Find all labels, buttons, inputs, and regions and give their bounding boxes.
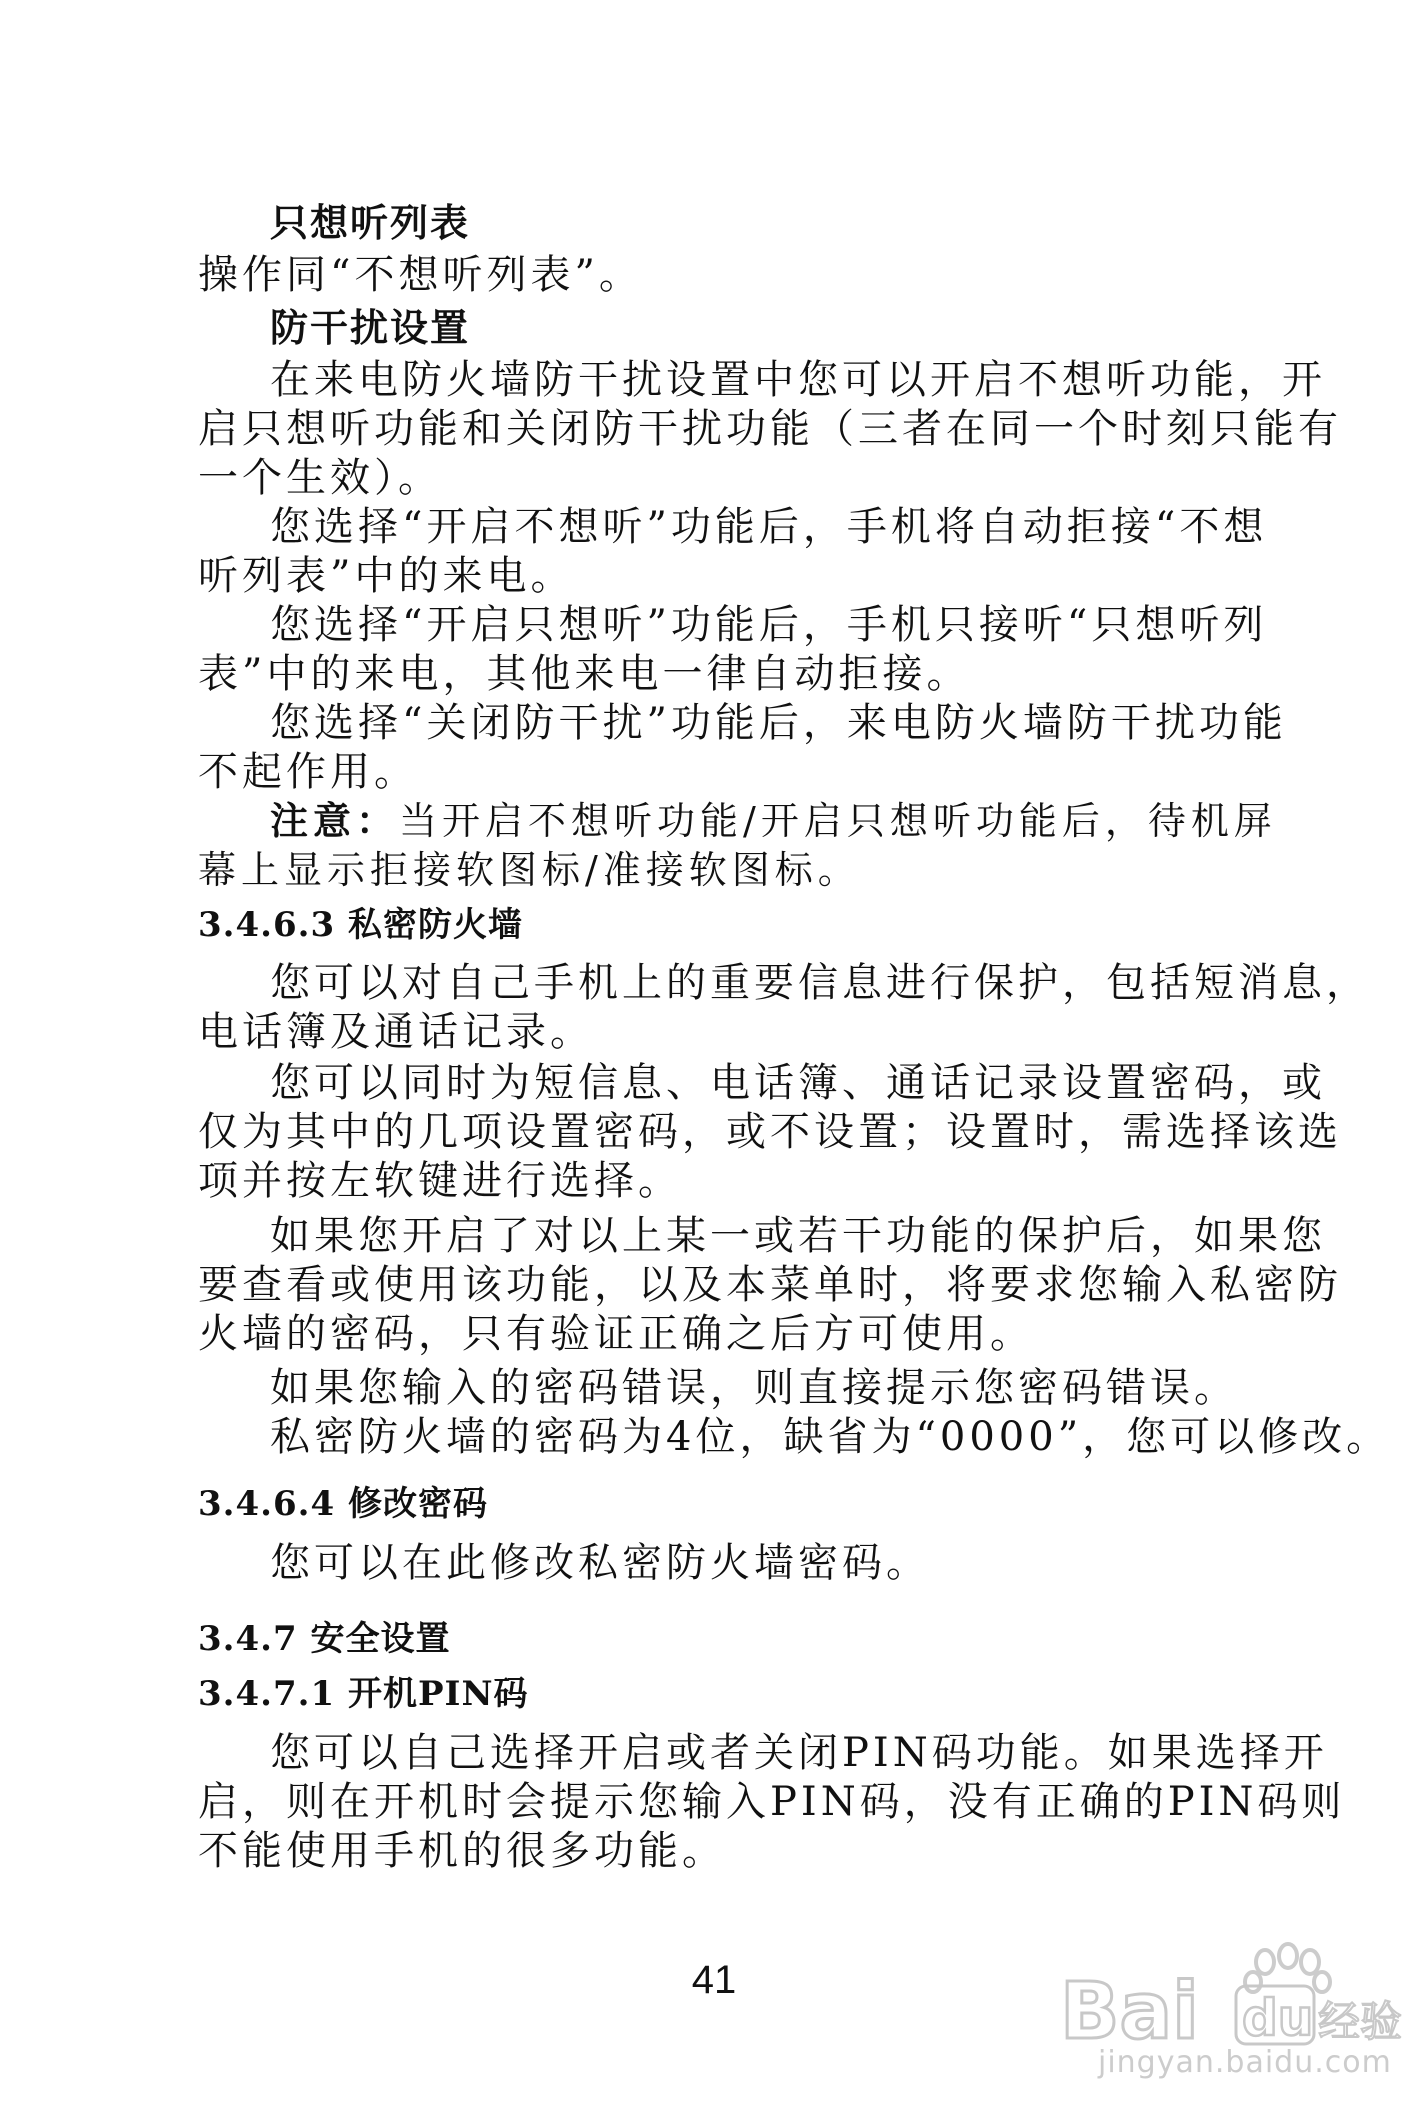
section-heading-3463: 3.4.6.3 私密防火墙	[198, 905, 523, 945]
paragraph-line: 您可以对自己手机上的重要信息进行保护，包括短消息，	[270, 960, 1370, 1006]
note-line: 幕上显示拒接软图标/准接软图标。	[198, 848, 861, 892]
watermark-url: jingyan.baidu.com	[1098, 2045, 1392, 2080]
paragraph-line: 操作同“不想听列表”。	[198, 252, 643, 298]
paragraph-line: 项并按左软键进行选择。	[198, 1158, 682, 1204]
watermark-brand-cn: 经验	[1318, 1997, 1403, 2046]
section-heading-3471: 3.4.7.1 开机PIN码	[198, 1674, 529, 1714]
paragraph-line: 如果您输入的密码错误，则直接提示您密码错误。	[270, 1365, 1238, 1411]
heading-anti-disturb: 防干扰设置	[270, 305, 471, 350]
watermark-brand-latin: Bai	[1060, 1967, 1199, 2057]
paragraph-line: 电话簿及通话记录。	[198, 1009, 594, 1055]
paragraph-line: 您可以在此修改私密防火墙密码。	[270, 1540, 930, 1586]
paragraph-line: 表”中的来电，其他来电一律自动拒接。	[198, 651, 971, 697]
paragraph-line: 火墙的密码，只有验证正确之后方可使用。	[198, 1311, 1034, 1357]
paragraph-line: 您选择“关闭防干扰”功能后，来电防火墙防干扰功能	[270, 700, 1287, 746]
paragraph-line: 启，则在开机时会提示您输入PIN码，没有正确的PIN码则	[198, 1779, 1346, 1825]
paragraph-line: 要查看或使用该功能，以及本菜单时，将要求您输入私密防	[198, 1262, 1342, 1308]
paragraph-line: 私密防火墙的密码为4位，缺省为“0000”，您可以修改。	[270, 1414, 1391, 1460]
heading-only-listen-list: 只想听列表	[270, 200, 471, 245]
note-label: 注意：	[270, 799, 400, 843]
baidu-jingyan-watermark	[1060, 1940, 1403, 2090]
paragraph-line: 您可以同时为短信息、电话簿、通话记录设置密码，或	[270, 1060, 1326, 1106]
section-heading-3464: 3.4.6.4 修改密码	[198, 1484, 488, 1524]
paragraph-line: 如果您开启了对以上某一或若干功能的保护后，如果您	[270, 1213, 1326, 1259]
paragraph-line: 在来电防火墙防干扰设置中您可以开启不想听功能，开	[270, 357, 1326, 403]
paragraph-line: 一个生效）。	[198, 455, 442, 501]
note-text: 当开启不想听功能/开启只想听功能后，待机屏	[399, 799, 1277, 843]
paragraph-line: 听列表”中的来电。	[198, 553, 575, 599]
paragraph-line: 您选择“开启不想听”功能后，手机将自动拒接“不想	[270, 504, 1268, 550]
paragraph-line: 启只想听功能和关闭防干扰功能（三者在同一个时刻只能有	[198, 406, 1342, 452]
note-line	[270, 798, 1277, 844]
watermark-brand-du: du	[1242, 1989, 1314, 2047]
paragraph-line: 不能使用手机的很多功能。	[198, 1828, 726, 1874]
paragraph-line: 不起作用。	[198, 749, 418, 795]
paragraph-line: 您可以自己选择开启或者关闭PIN码功能。如果选择开	[270, 1730, 1328, 1776]
paragraph-line: 您选择“开启只想听”功能后，手机只接听“只想听列	[270, 602, 1268, 648]
page-number: 41	[691, 1958, 737, 2002]
section-heading-347: 3.4.7 安全设置	[198, 1619, 451, 1659]
baidu-paw-logo-icon	[1060, 1940, 1403, 2057]
paragraph-line: 仅为其中的几项设置密码，或不设置；设置时，需选择该选	[198, 1109, 1342, 1155]
